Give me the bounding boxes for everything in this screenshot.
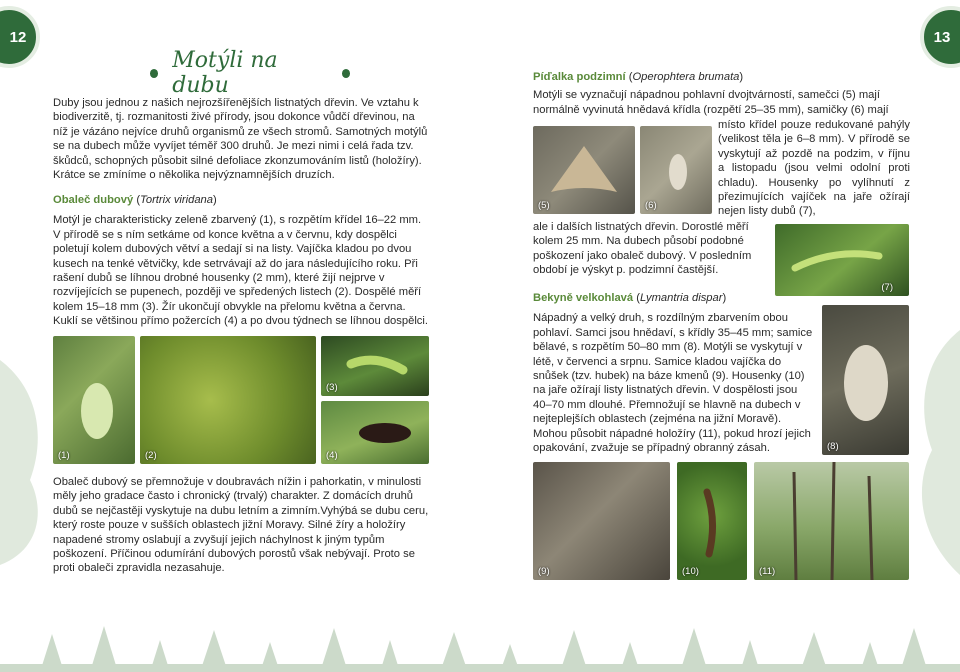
photo-2-oak-shoots: [140, 336, 316, 464]
page-title-block: [150, 48, 350, 98]
label-6: (6): [645, 200, 657, 211]
pidalka-latin: Operophtera brumata: [632, 71, 740, 83]
obalec-latin: Tortrix viridana: [140, 194, 213, 206]
forest-silhouette-bottom: [0, 604, 960, 672]
label-9: (9): [538, 566, 550, 577]
obalec-text: Motýl je charakteristicky zeleně zbarvený (1), s rozpětím křídel 16–22 mm. V přírodě se s ním setkáme od konce května a v červnu, kdy dospělci poletují kolem dubových větví a sedají si na listy. Vajíčka kladou po dvou kusech na tenké větvičky, kde setrvávají až do jara následujícího roku. Při rašení dubů se líhnou drobné housenky (2 mm), které žijí nejprve v rozvíjejících se pupenech, později ve spředených listech (2). Dospělé měří kolem 15–18 mm (3). Žír ukončují obvykle na přelomu května a června. Kuklí se většinou přímo požercích (4) a po dvou týdnech se líhnou dospělci.: [53, 214, 428, 328]
label-2: (2): [145, 450, 157, 461]
pidalka-text-b: místo křídel pouze redukované pahýly (velikost těla je 6–8 mm). V přírodě se vyskytují až pozdě na podzim, v říjnu a listopadu (jsou velmi odolní proti chladu). Housenky po vylíhnutí z přezimujících vajíček na jaře ožírají nejen listy dubů (7),: [718, 119, 910, 218]
label-1: (1): [58, 450, 70, 461]
obalec-text2: Obaleč dubový se přemnožuje v doubravách nížin i pahorkatin, v minulosti měly jeho gradace často i chronický (trvalý) charakter. Z domácích druhů dubů se nejčastěji vyskytuje na dubu letním a zimním.Vyhýbá se dubu ceru, který roste pouze v sušších oblastech jižní Moravy. Silné žíry a holožíry napadené stromy oslabují a zvyšují jejich náchylnost k jiným typům poškození. Příčinou odumírání dubových porostů však nebývají. Proto se proti obaleči zpravidla nezasahuje.: [53, 476, 429, 575]
pidalka-text-c-block: [533, 220, 769, 278]
bekyne-name: Bekyně velkohlavá: [533, 292, 634, 304]
label-7: (7): [881, 282, 893, 293]
title-bullet-right: [342, 69, 350, 78]
bekyne-latin: Lymantria dispar: [639, 292, 723, 304]
photo-10-caterpillar: [677, 462, 747, 580]
intro-text: Duby jsou jednou z našich nejrozšířenějších listnatých dřevin. Ve vztahu k biodiverzitě, tj. rozmanitosti živé přírody, jsou dokonce vůdčí dřevinou, na níž je vázáno nejvíce druhů organismů ze všech stromů. Samotných motýlů se na dubech může vyvíjet téměř 300 druhů. Je mezi nimi i celá řada tzv. škůdců, schopných působit silné defoliace zkonzumováním listů (holožíry). Krátce se zmíníme o několika nejvýznamnějších druzích.: [53, 97, 428, 182]
label-8: (8): [827, 441, 839, 452]
page-number-right: 13: [920, 6, 960, 68]
bekyne-heading: Bekyně velkohlavá (Lymantria dispar): [533, 292, 727, 304]
pidalka-text-a: Motýli se vyznačují nápadnou pohlavní dvojtvárností, samečci (5) mají normálně vyvinutá hnědavá křídla (rozpětí 25–35 mm), samičky (6) mají: [533, 89, 889, 116]
obalec-name: Obaleč dubový: [53, 194, 134, 206]
title-bullet-left: [150, 69, 158, 78]
photo-11-defoliated-forest: [754, 462, 909, 580]
bekyne-section: [533, 291, 815, 455]
page-title: Motýli na dubu: [172, 48, 278, 98]
leaf-decoration-right: [912, 330, 960, 580]
photo-9-egg-masses: [533, 462, 670, 580]
photo-4-pupa: [321, 401, 429, 464]
pidalka-name: Píďalka podzimní: [533, 71, 626, 83]
photo-3-caterpillar: [321, 336, 429, 396]
photo-8-gypsy-moth: [822, 305, 909, 455]
photo-5-male-moth: [533, 126, 635, 214]
label-10: (10): [682, 566, 699, 577]
pidalka-text-c: ale i dalších listnatých dřevin. Dorostlé měří kolem 25 mm. Na dubech působí podobné poškození jako obaleč dubový. V posledním období je výskyt p. podzimní častější.: [533, 221, 752, 277]
obalec-heading: Obaleč dubový (Tortrix viridana): [53, 194, 217, 206]
photo-6-female-moth: [640, 126, 712, 214]
leaf-decoration-left: [0, 350, 50, 570]
label-5: (5): [538, 200, 550, 211]
bekyne-text: Nápadný a velký druh, s rozdílným zbarvením obou pohlaví. Samci jsou hnědaví, s křídly 35–45 mm; samice bělavé, s rozpětím 50–80 mm (8). Motýli se vyskytují v létě, v červenci a srpnu. Samice kladou vajíčka do snůšek (tzv. hubek) na báze kmenů (9). Housenky (10) na jaře ožírají listy listnatých dřevin. V dospělosti jsou 40–70 mm dlouhé. Přemnožují se hlavně na dubech v nejteplejších oblastech (zejména na jižní Moravě). Mohou působit nápadné holožíry (11), pokud hrozí jejich opakování, zvažuje se případný obranný zásah.: [533, 312, 813, 455]
pidalka-heading-block: [533, 70, 913, 117]
obalec-text-continued: [53, 475, 433, 576]
label-11: (11): [759, 566, 776, 577]
pidalka-heading: Píďalka podzimní (Operophtera brumata): [533, 71, 744, 83]
photo-1-obalec-adult: [53, 336, 135, 464]
intro-paragraph: [53, 96, 431, 182]
pidalka-text-b-block: [718, 118, 910, 219]
label-4: (4): [326, 450, 338, 461]
label-3: (3): [326, 382, 338, 393]
page-number-left: 12: [0, 6, 40, 68]
obalec-section: [53, 193, 431, 329]
photo-7-caterpillar-leaf: [775, 224, 909, 296]
